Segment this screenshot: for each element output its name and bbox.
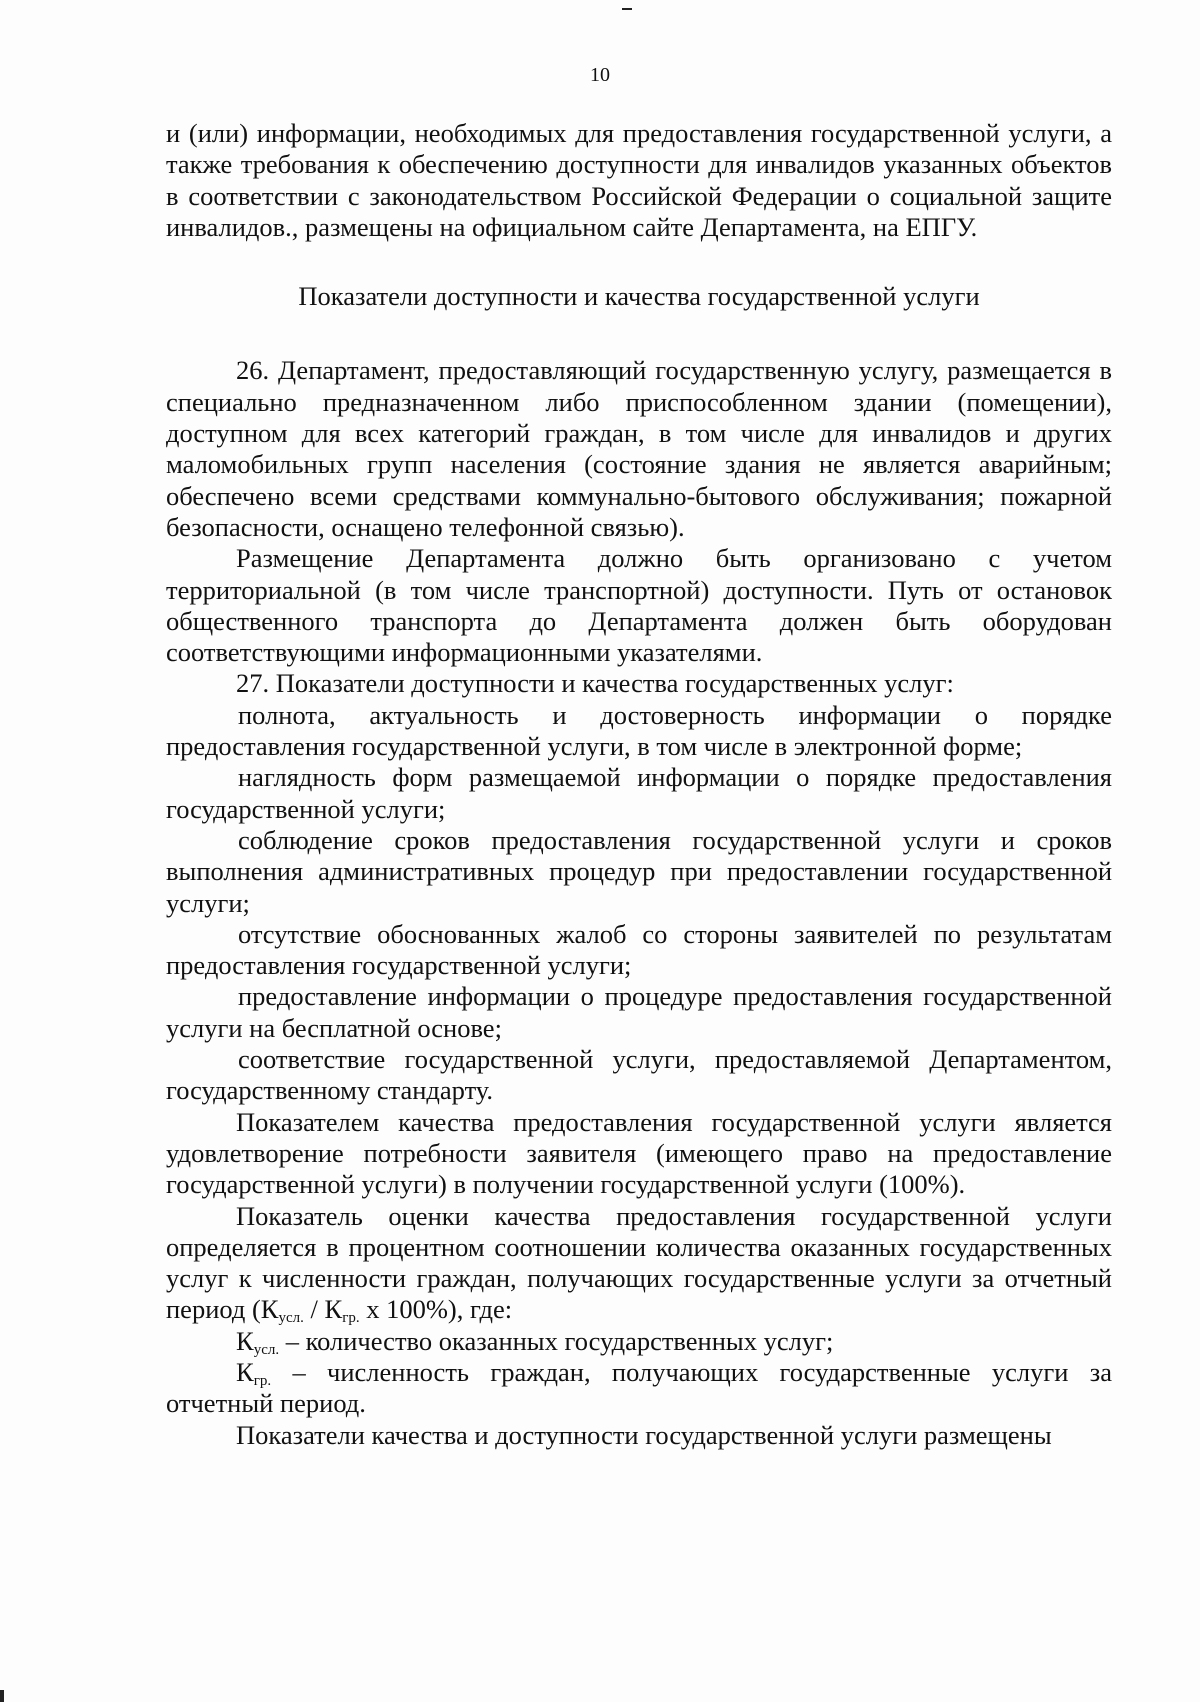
intro-paragraph: и (или) информации, необходимых для предоставления государственной услуги, а также требования к обеспечению доступности для инвалидов указанных объектов в соответствии с законодательством Российской Федерации о социальной защите инвалидов., размещены на официальном сайте Департамента, на ЕПГУ. [166, 118, 1112, 242]
subscript: усл. [253, 1341, 280, 1358]
indicator-item: наглядность форм размещаемой информации о порядке предоставления государственной услуги; [166, 762, 1112, 824]
k-usl-definition [166, 1326, 1112, 1357]
subscript: гр. [253, 1372, 272, 1389]
indicator-item: предоставление информации о процедуре предоставления государственной услуги на бесплатной основе; [166, 981, 1112, 1043]
indicator-item: соответствие государственной услуги, предоставляемой Департаментом, государственному стандарту. [166, 1044, 1112, 1106]
assessment-text: / К [303, 1294, 343, 1325]
document-body [166, 118, 1112, 1451]
assessment-text: х 100%), где: [359, 1294, 513, 1325]
scan-artifact [0, 1690, 4, 1702]
indicator-item: соблюдение сроков предоставления государственной услуги и сроков выполнения административных процедур при предоставлении государственной услуги; [166, 824, 1112, 918]
subscript: гр. [342, 1310, 360, 1327]
paragraph-27: 27. Показатели доступности и качества государственных услуг: [236, 668, 954, 699]
placement-paragraph: Размещение Департамента должно быть организовано с учетом территориальной (в том числе транспортной) доступности. Путь от остановок общественного транспорта до Департамента должен быть оборудован соответствующими информационными указателями. [166, 543, 1112, 668]
assessment-paragraph [166, 1201, 1112, 1326]
symbol: К [236, 1325, 254, 1356]
quality-indicator-paragraph: Показателем качества предоставления государственной услуги является удовлетворение потребности заявителя (имеющего право на предоставление государственной услуги) в получении государственной услуги (100%). [166, 1106, 1112, 1200]
paragraph-26: 26. Департамент, предоставляющий государственную услугу, размещается в специально предназначенном либо приспособленном здании (помещении), доступном для всех категорий граждан, в том числе для инвалидов и других маломобильных групп населения (состояние здания не является аварийным; обеспечено всеми средствами коммунально-бытового обслуживания; пожарной безопасности, оснащено телефонной связью). [166, 355, 1112, 542]
indicator-item: полнота, актуальность и достоверность информации о порядке предоставления государственной услуги, в том числе в электронной форме; [166, 699, 1112, 762]
symbol: К [236, 1356, 254, 1387]
section-heading: Показатели доступности и качества государственной услуги [298, 281, 980, 312]
scan-artifact [622, 8, 632, 10]
definition-text: – количество оказанных государственных услуг; [279, 1325, 834, 1356]
k-gr-definition [166, 1357, 1112, 1420]
assessment-text: Показатель оценки качества предоставления государственной услуги определяется в процентном соотношении количества оказанных государственных услуг к численности граждан, получающих государственные услуги за отчетный период (К [166, 1200, 1112, 1325]
last-paragraph: Показатели качества и доступности государственной услуги размещены [236, 1419, 1052, 1450]
indicator-item: отсутствие обоснованных жалоб со стороны заявителей по результатам предоставления государственной услуги; [166, 918, 1112, 981]
definition-text: – численность граждан, получающих государственные услуги за отчетный период. [166, 1356, 1112, 1419]
subscript: усл. [278, 1310, 304, 1327]
page-number: 10 [590, 64, 610, 86]
